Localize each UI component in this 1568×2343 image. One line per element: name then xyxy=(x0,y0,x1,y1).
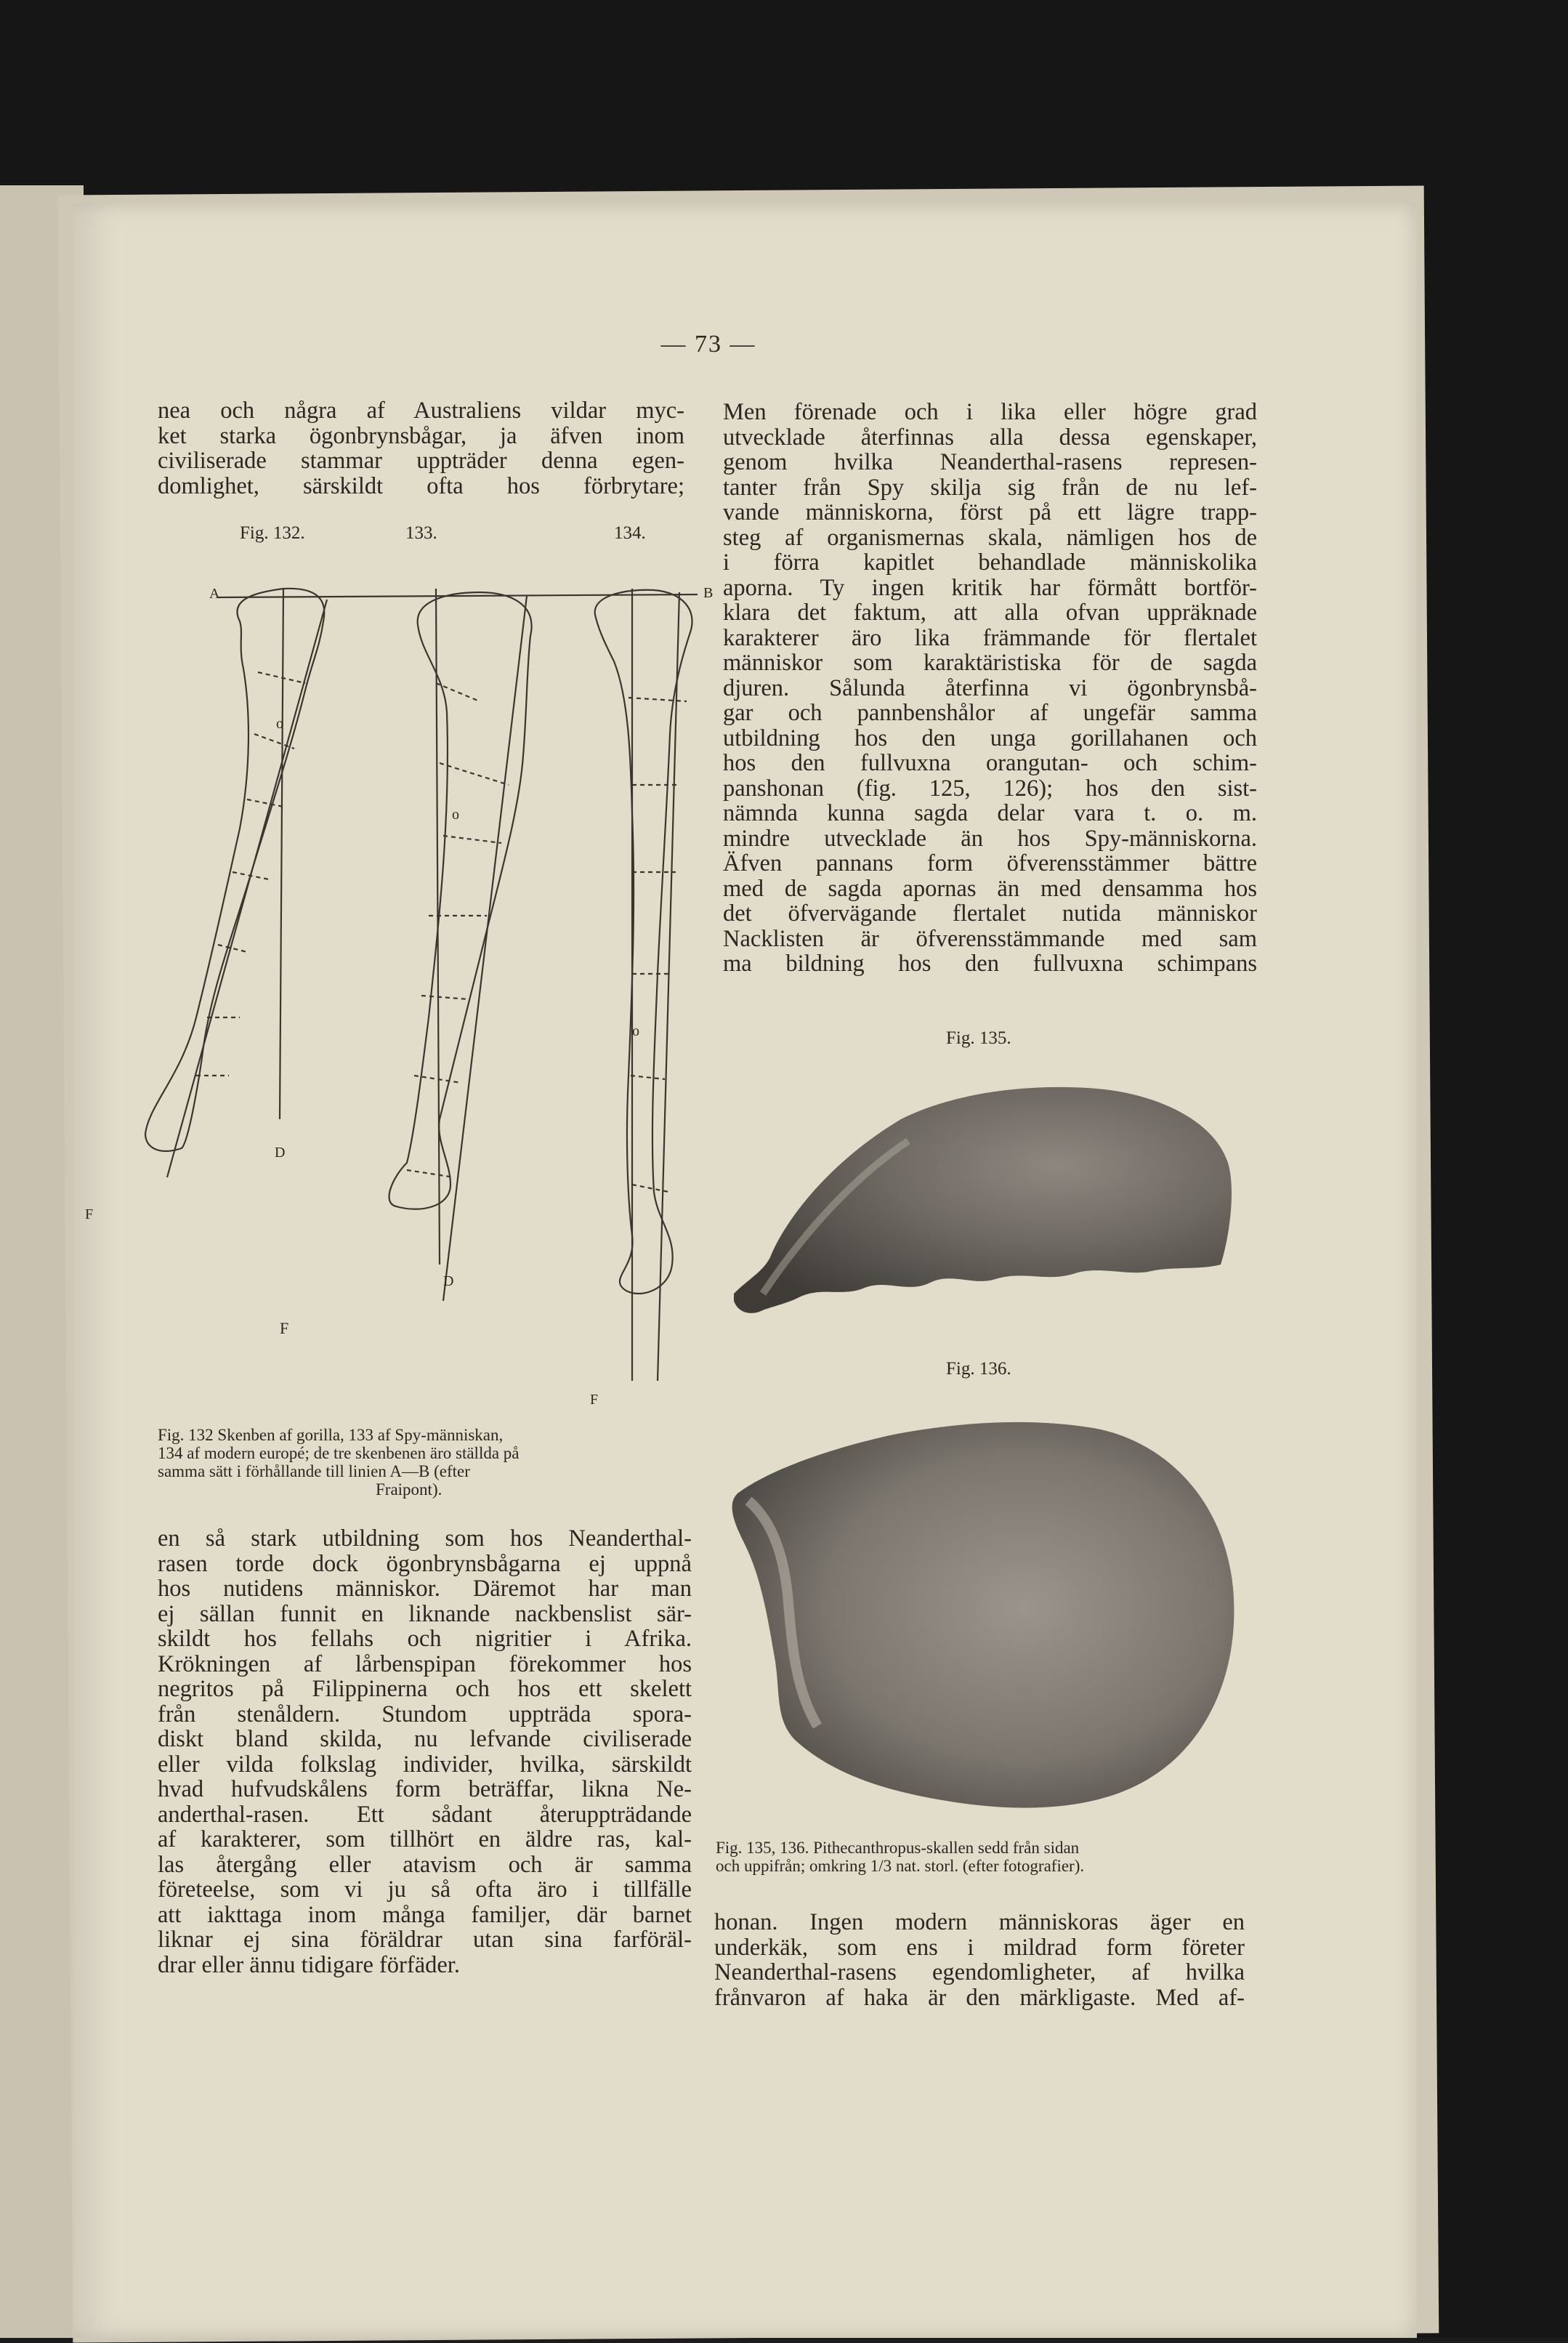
text-line: aporna. Ty ingen kritik har förmått bortför- xyxy=(723,574,1257,601)
caption-line: samma sätt i förhållande till linien A—B (efter xyxy=(158,1462,470,1480)
text-line: karakterer äro lika främmande för flertalet xyxy=(723,624,1257,651)
gorilla-axis-line xyxy=(280,589,283,1119)
reference-line-a-b xyxy=(218,594,698,597)
bone-letter-o-1: o xyxy=(276,716,283,732)
caption-line: Fig. 132 Skenben af gorilla, 133 af Spy-människan, xyxy=(158,1426,504,1444)
modern-tibia-outline xyxy=(595,590,692,1294)
right-column-bottom-text xyxy=(714,1910,1245,2010)
text-line: steg af organismernas skala, nämligen hos de xyxy=(723,524,1257,551)
text-line: människor som karaktäristiska för de sagda xyxy=(723,650,1257,676)
text-line: Krökningen af lårbenspipan förekommer hos xyxy=(158,1650,692,1677)
text-line: Men förenade och i lika eller högre grad xyxy=(723,399,1257,425)
caption-line: 134 af modern europé; de tre skenbenen äro ställda på xyxy=(158,1444,520,1462)
spy-oblique-line xyxy=(443,596,527,1301)
text-line: rasen torde dock ögonbrynsbågarna ej uppnå xyxy=(158,1550,692,1577)
right-column-top-text xyxy=(723,400,1257,977)
bone-letter-a: A xyxy=(209,586,220,602)
text-line: en så stark utbildning som hos Neanderthal- xyxy=(158,1525,692,1552)
text-line: liknar ej sina föräldrar utan sina farföräl- xyxy=(158,1927,692,1953)
tibia-line-drawing xyxy=(73,567,712,1424)
text-line: anderthal-rasen. Ett sådant återuppträdande xyxy=(158,1801,692,1828)
text-line: hos den fullvuxna orangutan- och schim- xyxy=(723,750,1257,776)
text-line: det öfvervägande flertalet nutida människor xyxy=(723,900,1257,927)
figure-132-caption xyxy=(158,1426,692,1499)
page-number: — 73 — xyxy=(660,331,756,358)
bone-letter-d-1: D xyxy=(275,1145,286,1161)
text-line: utvecklade återfinnas alla dessa egenskaper, xyxy=(723,424,1257,451)
figure-label-133: 133. xyxy=(405,523,437,543)
text-line: skildt hos fellahs och nigritier i Afrika. xyxy=(158,1626,692,1652)
text-line: företeelse, som vi ju så ofta äro i tillfälle xyxy=(158,1876,692,1903)
text-line: hos nutidens människor. Däremot har man xyxy=(158,1576,692,1602)
text-line: honan. Ingen modern människoras äger en xyxy=(714,1909,1245,1935)
caption-line: Fig. 135, 136. Pithecanthropus-skallen sedd från sidan xyxy=(716,1839,1080,1857)
figure-label-134: 134. xyxy=(614,523,646,543)
bone-letter-b: B xyxy=(703,585,714,601)
bone-letter-o-3: o xyxy=(632,1023,639,1039)
skull-top-shape xyxy=(732,1422,1234,1808)
text-line: hvad hufvudskålens form beträffar, likna Ne- xyxy=(158,1776,692,1802)
text-line: Neanderthal-rasens egendomligheter, af hvilka xyxy=(714,1959,1245,1985)
figure-label-132: Fig. 132. xyxy=(240,523,305,543)
text-line: eller vilda folkslag individer, hvilka, särskildt xyxy=(158,1751,692,1778)
text-line: utbildning hos den unga gorillahanen och xyxy=(723,725,1257,751)
skull-side-shape xyxy=(734,1087,1232,1313)
text-line: genom hvilka Neanderthal-rasens represen- xyxy=(723,449,1257,475)
gorilla-tibia-outline xyxy=(145,589,324,1151)
text-line: drar eller ännu tidigare förfäder. xyxy=(158,1951,460,1978)
text-line: civiliserade stammar uppträder denna egen- xyxy=(158,448,684,474)
text-line: ma bildning hos den fullvuxna schimpans xyxy=(723,951,1257,977)
text-line: klara det faktum, att alla ofvan uppräknade xyxy=(723,600,1257,626)
skull-top-view-photo xyxy=(716,1414,1246,1820)
text-line: panshonan (fig. 125, 126); hos den sist- xyxy=(723,775,1257,802)
bone-letter-f-3: F xyxy=(590,1392,599,1408)
figure-label-136: Fig. 136. xyxy=(946,1359,1011,1379)
text-line: ej sällan funnit en liknande nackbenslist sär- xyxy=(158,1600,692,1627)
text-line: med de sagda apornas än med densamma hos xyxy=(723,875,1257,902)
bone-letter-d-2: D xyxy=(443,1273,454,1289)
modern-section-lines xyxy=(629,698,687,1192)
bone-letter-f-2: F xyxy=(280,1319,289,1337)
text-line: las återgång eller atavism och är samma xyxy=(158,1851,692,1878)
text-line: vande människorna, först på ett lägre trapp- xyxy=(723,499,1257,525)
text-line: från stenåldern. Stundom uppträda spora- xyxy=(158,1701,692,1727)
figure-135-136-caption xyxy=(716,1839,1250,1875)
text-line: i förra kapitlet behandlade människolika xyxy=(723,549,1257,576)
text-line: diskt bland skilda, nu lefvande civiliserade xyxy=(158,1726,692,1752)
text-line: domlighet, särskildt ofta hos förbrytare; xyxy=(158,472,684,499)
bone-letter-o-2: o xyxy=(452,807,459,823)
text-line: djuren. Sålunda återfinna vi ögonbrynsbå- xyxy=(723,674,1257,701)
bone-letter-f-1: F xyxy=(85,1206,94,1222)
text-line: af karakterer, som tillhört en äldre ras, kal- xyxy=(158,1826,692,1852)
text-line: gar och pannbenshålor af ungefär samma xyxy=(723,700,1257,726)
text-line: nea och några af Australiens vildar myc- xyxy=(158,398,684,424)
text-line: frånvaron af haka är den märkligaste. Med af- xyxy=(714,1984,1245,2011)
text-line: nämnda kunna sagda delar vara t. o. m. xyxy=(723,800,1257,826)
spy-section-lines xyxy=(407,683,509,1177)
figure-label-135: Fig. 135. xyxy=(946,1028,1011,1048)
text-line: ket starka ögonbrynsbågar, ja äfven inom xyxy=(158,422,684,449)
text-line: negritos på Filippinerna och hos ett skelett xyxy=(158,1676,692,1702)
text-line: tanter från Spy skilja sig från de nu lef- xyxy=(723,474,1257,501)
left-column-bottom-text xyxy=(158,1526,692,1977)
gorilla-oblique-line xyxy=(167,600,327,1177)
caption-line: Fraipont). xyxy=(376,1480,442,1499)
spy-axis-line xyxy=(436,589,440,1265)
spy-tibia-outline xyxy=(389,592,532,1209)
caption-line: och uppifrån; omkring 1/3 nat. storl. (efter fotografier). xyxy=(716,1857,1085,1875)
modern-oblique-line xyxy=(658,592,679,1381)
text-line: Äfven pannans form öfverensstämmer bättre xyxy=(723,850,1257,876)
skull-side-view-photo xyxy=(719,1076,1250,1337)
text-line: underkäk, som ens i mildrad form företer xyxy=(714,1934,1245,1961)
text-line: att iakttaga inom många familjer, där barnet xyxy=(158,1901,692,1928)
text-line: Nacklisten är öfverensstämmande med sam xyxy=(723,925,1257,952)
text-line: mindre utvecklade än hos Spy-människorna. xyxy=(723,825,1257,852)
left-column-top-text xyxy=(158,398,684,499)
